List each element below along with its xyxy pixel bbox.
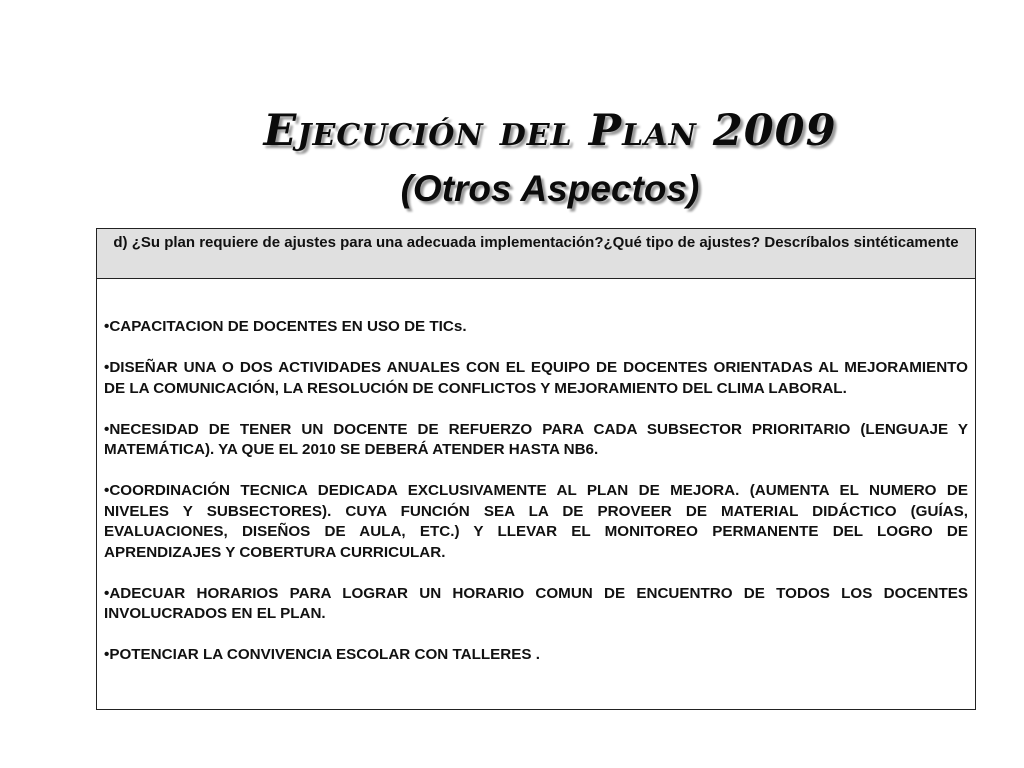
slide-title: Ejecución del Plan 2009 [263, 106, 837, 156]
list-item: •DISEÑAR UNA O DOS ACTIVIDADES ANUALES CON EL EQUIPO DE DOCENTES ORIENTADAS AL MEJORAMIENTO DE LA COMUNICACIÓN, LA RESOLUCIÓN DE CONFLICTOS Y MEJORAMIENTO DEL CLIMA LABORAL. [104, 359, 968, 397]
list-item: •NECESIDAD DE TENER UN DOCENTE DE REFUERZO PARA CADA SUBSECTOR PRIORITARIO (LENGUAJE Y MATEMÁTICA). YA QUE EL 2010 SE DEBERÁ ATENDER HASTA NB6. [104, 420, 968, 458]
content-table [96, 228, 976, 710]
table-header-question: d) ¿Su plan requiere de ajustes para una adecuada implementación?¿Qué tipo de ajustes? Descríbalos sintéticamente [97, 229, 975, 279]
list-item: •POTENCIAR LA CONVIVENCIA ESCOLAR CON TALLERES . [104, 646, 540, 663]
table-body [97, 279, 975, 666]
list-item: •ADECUAR HORARIOS PARA LOGRAR UN HORARIO COMUN DE ENCUENTRO DE TODOS LOS DOCENTES INVOLUCRADOS EN EL PLAN. [104, 584, 968, 622]
list-item: •CAPACITACION DE DOCENTES EN USO DE TICs. [104, 318, 467, 335]
slide-subtitle: (Otros Aspectos) [400, 168, 700, 209]
list-item: •COORDINACIÓN TECNICA DEDICADA EXCLUSIVAMENTE AL PLAN DE MEJORA. (AUMENTA EL NUMERO DE NIVELES Y SUBSECTORES). CUYA FUNCIÓN SEA LA DE PROVEER DE MATERIAL DIDÁCTICO (GUÍAS, EVALUACIONES, DISEÑOS DE AULA, ETC.) Y LLEVAR EL MONITOREO PERMANENTE DEL LOGRO DE APRENDIZAJES Y COBERTURA CURRICULAR. [104, 482, 968, 561]
